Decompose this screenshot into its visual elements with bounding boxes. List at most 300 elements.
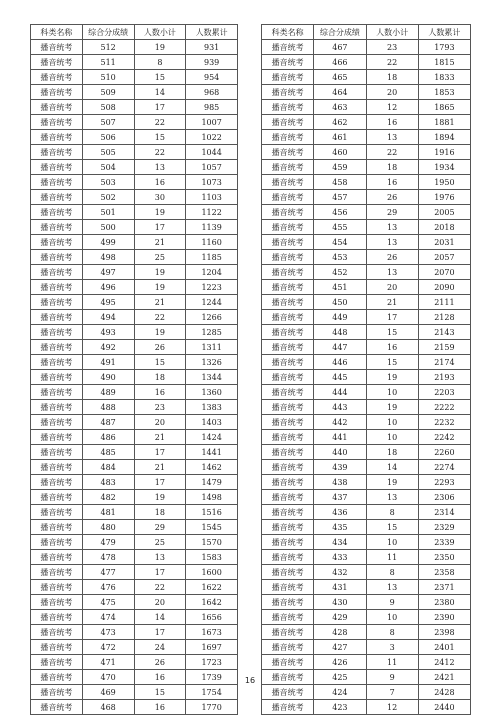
cell-category: 播音统考 (31, 145, 83, 160)
table-row (31, 475, 238, 490)
cell-score: 509 (82, 85, 134, 100)
cell-score: 484 (82, 460, 134, 475)
cell-category: 播音统考 (262, 415, 314, 430)
cell-category: 播音统考 (31, 205, 83, 220)
cell-count: 17 (134, 220, 186, 235)
cell-category: 播音统考 (262, 85, 314, 100)
cell-score: 490 (82, 370, 134, 385)
table-row (31, 505, 238, 520)
cell-category: 播音统考 (262, 670, 314, 685)
cell-count: 18 (366, 160, 418, 175)
table-row (262, 85, 471, 100)
cell-count: 16 (134, 670, 186, 685)
table-row (262, 265, 471, 280)
cell-count: 17 (134, 625, 186, 640)
cell-count: 10 (366, 430, 418, 445)
cell-category: 播音统考 (262, 55, 314, 70)
cell-count: 21 (134, 460, 186, 475)
cell-score: 501 (82, 205, 134, 220)
cell-category: 播音统考 (31, 85, 83, 100)
cell-cumulative: 1462 (186, 460, 238, 475)
table-row (262, 370, 471, 385)
table-row (31, 610, 238, 625)
cell-category: 播音统考 (31, 460, 83, 475)
table-row (31, 640, 238, 655)
table-row (262, 310, 471, 325)
table-row (262, 625, 471, 640)
cell-cumulative: 2005 (418, 205, 470, 220)
header-cumulative: 人数累计 (418, 25, 470, 40)
cell-score: 485 (82, 445, 134, 460)
cell-count: 12 (366, 700, 418, 715)
cell-score: 483 (82, 475, 134, 490)
table-row (262, 175, 471, 190)
cell-count: 16 (366, 175, 418, 190)
cell-cumulative: 2260 (418, 445, 470, 460)
cell-category: 播音统考 (262, 610, 314, 625)
left-score-table (30, 24, 238, 715)
cell-count: 21 (366, 295, 418, 310)
table-row (31, 130, 238, 145)
cell-count: 16 (134, 700, 186, 715)
cell-category: 播音统考 (31, 235, 83, 250)
cell-count: 19 (134, 490, 186, 505)
cell-score: 508 (82, 100, 134, 115)
table-row (31, 70, 238, 85)
cell-count: 15 (366, 520, 418, 535)
cell-cumulative: 2018 (418, 220, 470, 235)
cell-cumulative: 1754 (186, 685, 238, 700)
cell-count: 8 (134, 55, 186, 70)
cell-count: 13 (366, 220, 418, 235)
cell-score: 431 (314, 580, 366, 595)
cell-cumulative: 2428 (418, 685, 470, 700)
cell-cumulative: 954 (186, 70, 238, 85)
cell-cumulative: 1403 (186, 415, 238, 430)
cell-score: 440 (314, 445, 366, 460)
cell-cumulative: 1441 (186, 445, 238, 460)
cell-category: 播音统考 (262, 640, 314, 655)
cell-category: 播音统考 (31, 670, 83, 685)
cell-score: 469 (82, 685, 134, 700)
cell-category: 播音统考 (262, 580, 314, 595)
cell-count: 15 (134, 130, 186, 145)
table-row (31, 550, 238, 565)
cell-category: 播音统考 (31, 475, 83, 490)
cell-count: 15 (134, 685, 186, 700)
cell-count: 13 (366, 580, 418, 595)
cell-category: 播音统考 (31, 280, 83, 295)
cell-cumulative: 1881 (418, 115, 470, 130)
cell-score: 471 (82, 655, 134, 670)
cell-count: 13 (366, 235, 418, 250)
cell-score: 472 (82, 640, 134, 655)
cell-category: 播音统考 (31, 70, 83, 85)
cell-count: 23 (366, 40, 418, 55)
cell-cumulative: 1360 (186, 385, 238, 400)
cell-cumulative: 1160 (186, 235, 238, 250)
cell-cumulative: 1185 (186, 250, 238, 265)
cell-cumulative: 1383 (186, 400, 238, 415)
table-row (262, 130, 471, 145)
cell-count: 19 (134, 265, 186, 280)
cell-score: 512 (82, 40, 134, 55)
table-row (31, 100, 238, 115)
cell-count: 19 (366, 400, 418, 415)
table-row (31, 220, 238, 235)
cell-category: 播音统考 (262, 130, 314, 145)
table-row (262, 280, 471, 295)
cell-category: 播音统考 (31, 220, 83, 235)
cell-category: 播音统考 (262, 340, 314, 355)
cell-score: 463 (314, 100, 366, 115)
table-row (31, 310, 238, 325)
table-header-row (31, 25, 238, 40)
table-row (262, 655, 471, 670)
cell-category: 播音统考 (31, 505, 83, 520)
cell-score: 457 (314, 190, 366, 205)
cell-count: 13 (134, 550, 186, 565)
cell-category: 播音统考 (31, 340, 83, 355)
cell-cumulative: 1057 (186, 160, 238, 175)
cell-score: 492 (82, 340, 134, 355)
cell-category: 播音统考 (262, 250, 314, 265)
table-row (31, 175, 238, 190)
cell-count: 19 (134, 325, 186, 340)
cell-score: 427 (314, 640, 366, 655)
cell-cumulative: 968 (186, 85, 238, 100)
cell-score: 466 (314, 55, 366, 70)
cell-count: 19 (366, 370, 418, 385)
cell-cumulative: 1285 (186, 325, 238, 340)
cell-cumulative: 1833 (418, 70, 470, 85)
cell-cumulative: 1139 (186, 220, 238, 235)
cell-score: 504 (82, 160, 134, 175)
cell-cumulative: 1344 (186, 370, 238, 385)
cell-category: 播音统考 (262, 280, 314, 295)
table-row (262, 235, 471, 250)
cell-cumulative: 2057 (418, 250, 470, 265)
cell-category: 播音统考 (262, 385, 314, 400)
cell-category: 播音统考 (262, 310, 314, 325)
cell-count: 26 (366, 190, 418, 205)
cell-score: 447 (314, 340, 366, 355)
cell-category: 播音统考 (31, 550, 83, 565)
table-row (31, 625, 238, 640)
cell-score: 445 (314, 370, 366, 385)
table-row (262, 430, 471, 445)
cell-category: 播音统考 (262, 685, 314, 700)
cell-count: 20 (134, 595, 186, 610)
cell-category: 播音统考 (262, 490, 314, 505)
cell-cumulative: 1723 (186, 655, 238, 670)
table-row (31, 55, 238, 70)
cell-category: 播音统考 (262, 355, 314, 370)
cell-score: 454 (314, 235, 366, 250)
cell-count: 26 (366, 250, 418, 265)
cell-cumulative: 1934 (418, 160, 470, 175)
cell-score: 479 (82, 535, 134, 550)
cell-cumulative: 1326 (186, 355, 238, 370)
cell-score: 451 (314, 280, 366, 295)
cell-cumulative: 2159 (418, 340, 470, 355)
cell-count: 17 (366, 310, 418, 325)
cell-cumulative: 1044 (186, 145, 238, 160)
cell-count: 18 (134, 505, 186, 520)
cell-count: 18 (134, 370, 186, 385)
cell-count: 12 (366, 100, 418, 115)
table-row (31, 385, 238, 400)
table-row (31, 340, 238, 355)
cell-cumulative: 1204 (186, 265, 238, 280)
cell-cumulative: 1865 (418, 100, 470, 115)
cell-count: 10 (366, 535, 418, 550)
table-row (31, 295, 238, 310)
cell-category: 播音统考 (262, 460, 314, 475)
cell-category: 播音统考 (262, 625, 314, 640)
cell-cumulative: 2350 (418, 550, 470, 565)
table-row (262, 190, 471, 205)
cell-count: 22 (134, 310, 186, 325)
table-row (31, 145, 238, 160)
cell-count: 20 (134, 415, 186, 430)
cell-score: 473 (82, 625, 134, 640)
table-row (262, 520, 471, 535)
cell-cumulative: 1311 (186, 340, 238, 355)
cell-count: 7 (366, 685, 418, 700)
cell-category: 播音统考 (262, 565, 314, 580)
cell-category: 播音统考 (262, 160, 314, 175)
cell-score: 476 (82, 580, 134, 595)
cell-score: 446 (314, 355, 366, 370)
cell-cumulative: 2031 (418, 235, 470, 250)
cell-count: 17 (134, 100, 186, 115)
table-row (262, 220, 471, 235)
cell-score: 468 (82, 700, 134, 715)
cell-category: 播音统考 (31, 325, 83, 340)
header-score: 综合分成绩 (82, 25, 134, 40)
table-row (31, 565, 238, 580)
cell-category: 播音统考 (31, 175, 83, 190)
cell-count: 20 (366, 85, 418, 100)
cell-category: 播音统考 (262, 220, 314, 235)
cell-category: 播音统考 (31, 640, 83, 655)
cell-score: 437 (314, 490, 366, 505)
table-row (262, 340, 471, 355)
table-row (31, 205, 238, 220)
cell-count: 22 (366, 55, 418, 70)
table-row (31, 115, 238, 130)
cell-score: 494 (82, 310, 134, 325)
cell-cumulative: 1976 (418, 190, 470, 205)
cell-count: 29 (366, 205, 418, 220)
cell-cumulative: 2293 (418, 475, 470, 490)
table-row (31, 400, 238, 415)
table-row (262, 325, 471, 340)
cell-score: 449 (314, 310, 366, 325)
table-row (262, 640, 471, 655)
cell-score: 423 (314, 700, 366, 715)
cell-count: 11 (366, 655, 418, 670)
table-row (262, 115, 471, 130)
cell-category: 播音统考 (262, 550, 314, 565)
cell-category: 播音统考 (31, 100, 83, 115)
cell-score: 461 (314, 130, 366, 145)
table-row (31, 280, 238, 295)
cell-count: 13 (366, 265, 418, 280)
cell-score: 496 (82, 280, 134, 295)
cell-count: 22 (134, 580, 186, 595)
cell-count: 13 (134, 160, 186, 175)
cell-count: 26 (134, 655, 186, 670)
cell-category: 播音统考 (31, 445, 83, 460)
table-row (31, 355, 238, 370)
cell-count: 21 (134, 295, 186, 310)
cell-score: 491 (82, 355, 134, 370)
cell-count: 17 (134, 475, 186, 490)
cell-score: 426 (314, 655, 366, 670)
cell-score: 498 (82, 250, 134, 265)
cell-category: 播音统考 (262, 595, 314, 610)
cell-score: 467 (314, 40, 366, 55)
cell-count: 14 (134, 85, 186, 100)
cell-score: 482 (82, 490, 134, 505)
cell-cumulative: 985 (186, 100, 238, 115)
cell-cumulative: 2203 (418, 385, 470, 400)
table-row (31, 700, 238, 715)
cell-cumulative: 2242 (418, 430, 470, 445)
cell-cumulative: 1916 (418, 145, 470, 160)
cell-score: 464 (314, 85, 366, 100)
table-row (262, 40, 471, 55)
cell-category: 播音统考 (31, 385, 83, 400)
cell-cumulative: 1600 (186, 565, 238, 580)
table-row (31, 460, 238, 475)
table-row (262, 580, 471, 595)
cell-category: 播音统考 (31, 265, 83, 280)
table-row (31, 235, 238, 250)
cell-count: 13 (366, 130, 418, 145)
header-category: 科类名称 (262, 25, 314, 40)
cell-cumulative: 1642 (186, 595, 238, 610)
cell-count: 8 (366, 565, 418, 580)
cell-cumulative: 1022 (186, 130, 238, 145)
cell-score: 439 (314, 460, 366, 475)
cell-score: 511 (82, 55, 134, 70)
table-row (262, 550, 471, 565)
cell-cumulative: 2390 (418, 610, 470, 625)
cell-cumulative: 2421 (418, 670, 470, 685)
cell-score: 428 (314, 625, 366, 640)
cell-category: 播音统考 (31, 250, 83, 265)
table-row (262, 250, 471, 265)
cell-score: 507 (82, 115, 134, 130)
cell-score: 438 (314, 475, 366, 490)
cell-category: 播音统考 (31, 295, 83, 310)
cell-category: 播音统考 (31, 610, 83, 625)
cell-cumulative: 2274 (418, 460, 470, 475)
cell-category: 播音统考 (262, 475, 314, 490)
cell-score: 462 (314, 115, 366, 130)
cell-count: 21 (134, 235, 186, 250)
cell-count: 15 (366, 355, 418, 370)
cell-cumulative: 2143 (418, 325, 470, 340)
table-row (31, 415, 238, 430)
cell-score: 470 (82, 670, 134, 685)
cell-score: 441 (314, 430, 366, 445)
cell-cumulative: 2070 (418, 265, 470, 280)
cell-category: 播音统考 (31, 355, 83, 370)
cell-score: 425 (314, 670, 366, 685)
table-row (31, 580, 238, 595)
cell-category: 播音统考 (31, 130, 83, 145)
cell-count: 25 (134, 250, 186, 265)
table-row (31, 40, 238, 55)
cell-cumulative: 2380 (418, 595, 470, 610)
cell-score: 475 (82, 595, 134, 610)
cell-score: 481 (82, 505, 134, 520)
cell-cumulative: 1739 (186, 670, 238, 685)
cell-category: 播音统考 (262, 265, 314, 280)
cell-cumulative: 2412 (418, 655, 470, 670)
table-row (262, 610, 471, 625)
cell-count: 24 (134, 640, 186, 655)
cell-category: 播音统考 (31, 190, 83, 205)
cell-score: 480 (82, 520, 134, 535)
cell-cumulative: 1223 (186, 280, 238, 295)
cell-count: 22 (366, 145, 418, 160)
cell-score: 448 (314, 325, 366, 340)
cell-cumulative: 1656 (186, 610, 238, 625)
cell-score: 503 (82, 175, 134, 190)
cell-category: 播音统考 (31, 430, 83, 445)
table-row (262, 55, 471, 70)
header-score: 综合分成绩 (314, 25, 366, 40)
cell-cumulative: 2358 (418, 565, 470, 580)
cell-cumulative: 2174 (418, 355, 470, 370)
cell-cumulative: 1516 (186, 505, 238, 520)
cell-category: 播音统考 (262, 445, 314, 460)
cell-cumulative: 2314 (418, 505, 470, 520)
cell-score: 453 (314, 250, 366, 265)
cell-score: 477 (82, 565, 134, 580)
table-row (31, 445, 238, 460)
cell-count: 16 (134, 175, 186, 190)
table-header-row (262, 25, 471, 40)
cell-category: 播音统考 (31, 40, 83, 55)
cell-category: 播音统考 (262, 70, 314, 85)
cell-cumulative: 1815 (418, 55, 470, 70)
cell-score: 455 (314, 220, 366, 235)
cell-cumulative: 1266 (186, 310, 238, 325)
cell-cumulative: 931 (186, 40, 238, 55)
cell-cumulative: 1622 (186, 580, 238, 595)
cell-score: 442 (314, 415, 366, 430)
cell-count: 19 (366, 475, 418, 490)
cell-cumulative: 2306 (418, 490, 470, 505)
table-row (262, 70, 471, 85)
table-row (262, 505, 471, 520)
cell-score: 460 (314, 145, 366, 160)
cell-count: 10 (366, 385, 418, 400)
cell-count: 22 (134, 115, 186, 130)
cell-count: 11 (366, 550, 418, 565)
cell-cumulative: 2111 (418, 295, 470, 310)
cell-category: 播音统考 (31, 160, 83, 175)
table-row (31, 370, 238, 385)
cell-count: 21 (134, 430, 186, 445)
cell-category: 播音统考 (262, 430, 314, 445)
